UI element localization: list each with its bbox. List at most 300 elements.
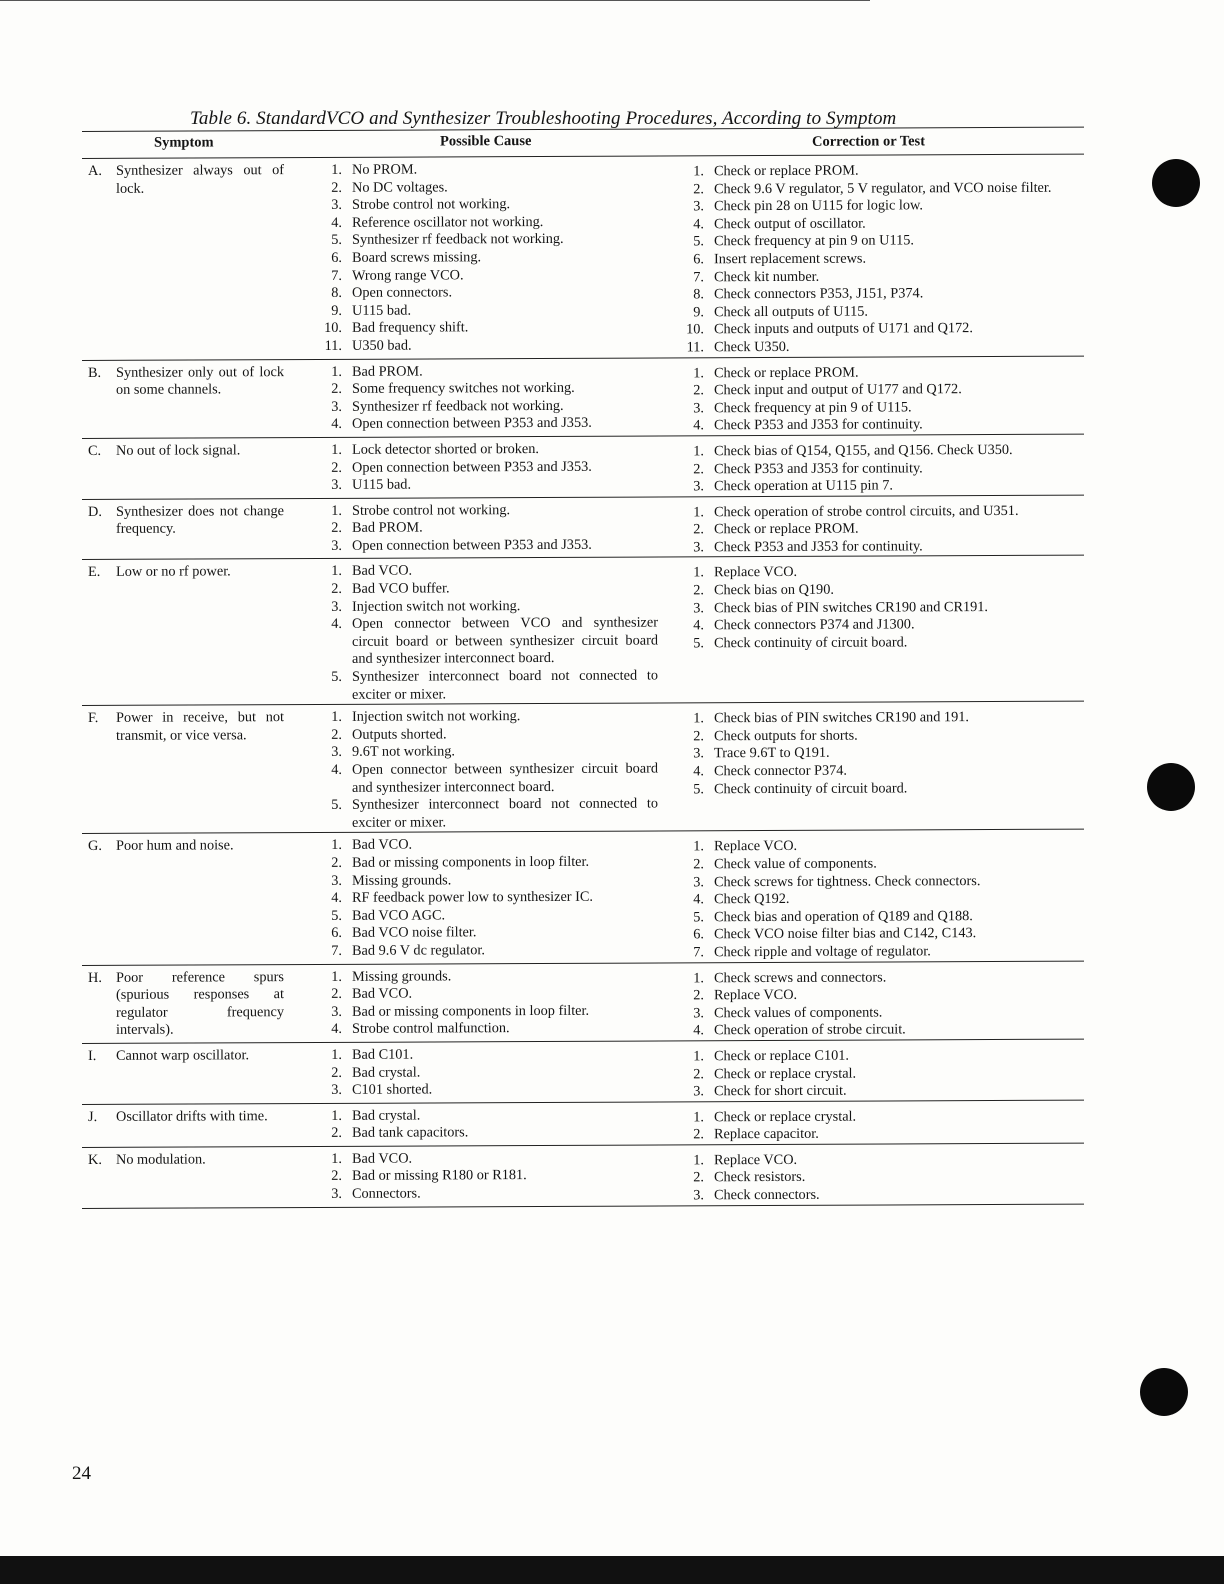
item-number: 10. [324,320,342,337]
item-number: 1. [331,563,342,580]
item-text: Open connection between P353 and J353. [352,458,592,476]
symptom-cell [82,1151,314,1208]
symptom-cell [82,969,314,1043]
correction-item [684,872,1084,891]
item-text: Check value of components. [714,855,877,873]
cause-item [322,1167,676,1186]
item-text: Check continuity of circuit board. [714,779,908,797]
correction-item [684,633,1084,652]
item-text: Check values of components. [714,1004,883,1021]
symptom-text: Oscillator drifts with time. [116,1107,268,1125]
item-text: Replace capacitor. [714,1126,819,1143]
cause-item [322,708,676,727]
item-number: 6. [331,925,342,942]
item-text: U350 bad. [352,337,412,354]
correction-item [684,779,1084,798]
item-number: 3. [693,599,704,616]
item-text: Reference oscillator not working. [352,213,544,231]
correction-item [684,442,1084,461]
correction-item [684,709,1084,728]
item-number: 1. [693,1152,704,1169]
item-number: 1. [331,968,342,985]
item-number: 1. [693,364,704,381]
cause-item [322,1184,676,1203]
item-text: RF feedback power low to synthesizer IC. [352,888,594,906]
cause-item [322,231,676,250]
item-number: 2. [331,1064,342,1081]
cause-item [322,1002,676,1021]
cause-item [322,536,676,555]
item-text: Check or replace crystal. [714,1065,857,1082]
item-text: Bad or missing R180 or R181. [352,1167,527,1185]
item-number: 3. [693,539,704,556]
item-number: 2. [693,180,704,197]
item-text: Check bias of PIN switches CR190 and 191. [714,709,969,727]
item-text: 9.6T not working. [352,743,455,761]
correction-cell [676,1104,1084,1144]
correction-item [684,1107,1084,1126]
item-number: 2. [331,1125,342,1142]
item-text: Check connectors. [714,1186,820,1204]
item-number: 1. [693,1108,704,1126]
item-number: 1. [331,161,342,178]
item-number: 1. [693,710,704,727]
table-row [82,830,1084,966]
item-text: Replace VCO. [714,564,798,581]
item-text: Check bias on Q190. [714,581,834,599]
item-number: 3. [693,198,704,215]
header-symptom: Symptom [154,134,214,151]
correction-item [684,762,1084,781]
correction-item [684,162,1084,181]
item-number: 3. [331,1003,342,1020]
header-correction-or-test: Correction or Test [812,133,926,150]
item-number: 2. [693,1169,704,1186]
table-row [82,356,1084,439]
item-number: 2. [693,460,704,477]
item-text: Check or replace PROM. [714,520,859,538]
item-text: Check 9.6 V regulator, 5 V regulator, and VCO noise filter. [714,179,1052,197]
correction-item [684,1003,1084,1022]
item-number: 3. [331,398,342,415]
correction-cell [676,159,1084,357]
cause-item [322,889,676,908]
cause-item [322,667,676,704]
item-text: Connectors. [352,1185,421,1202]
cause-item [322,362,676,381]
symptom-letter: B. [88,364,102,381]
correction-item [684,1168,1084,1187]
possible-cause-cell [314,1045,676,1102]
item-number: 4. [331,890,342,907]
symptom-cell [82,162,314,360]
cause-item [322,248,676,267]
cause-item [322,284,676,303]
item-number: 1. [331,1046,342,1063]
possible-cause-cell [314,160,676,358]
symptom-text: Synthesizer only out of lock on some channels. [116,363,284,398]
correction-item [684,520,1084,539]
correction-item [684,563,1084,582]
item-text: C101 shorted. [352,1081,433,1098]
item-number: 7. [693,268,704,285]
item-number: 4. [693,216,704,233]
item-text: Replace VCO. [714,838,798,855]
item-text: Strobe control not working. [352,501,511,519]
item-text: Bad VCO. [352,563,413,580]
item-text: Replace VCO. [714,987,798,1004]
item-number: 2. [693,382,704,399]
correction-item [684,285,1084,304]
possible-cause-cell [314,708,676,833]
item-text: Check or replace C101. [714,1047,849,1065]
item-text: Check continuity of circuit board. [714,634,908,652]
item-text: Check connectors P374 and J1300. [714,616,915,634]
item-number: 2. [331,1168,342,1185]
cause-item [322,725,676,744]
possible-cause-cell [314,1149,676,1206]
item-number: 4. [331,1021,342,1038]
item-number: 6. [693,926,704,943]
possible-cause-cell [314,836,676,964]
item-number: 3. [693,478,704,495]
correction-item [684,320,1084,339]
correction-item [684,302,1084,321]
troubleshooting-table [82,127,1084,1209]
binder-hole-bottom [1140,1368,1188,1416]
item-number: 1. [693,443,704,460]
item-text: Bad VCO. [352,985,413,1002]
symptom-text: No modulation. [116,1151,206,1168]
item-number: 2. [693,1065,704,1082]
symptom-text: Synthesizer always out of lock. [116,162,284,197]
item-number: 1. [693,969,704,986]
item-text: Open connection between P353 and J353. [352,415,592,433]
correction-item [684,744,1084,763]
correction-item [684,968,1084,987]
item-text: Synthesizer interconnect board not connected to exciter or mixer. [352,667,658,703]
table-row [82,961,1084,1044]
item-number: 2. [331,854,342,871]
correction-item [684,416,1084,435]
item-text: Trace 9.6T to Q191. [714,745,830,762]
item-number: 1. [331,502,342,519]
item-number: 5. [693,233,704,250]
item-number: 1. [331,1107,342,1124]
item-text: Check bias of Q154, Q155, and Q156. Check U350. [714,441,1013,460]
item-number: 4. [331,616,342,633]
item-text: Missing grounds. [352,967,452,985]
correction-item [684,986,1084,1005]
table-row [82,495,1084,560]
item-text: Check or replace PROM. [714,162,859,180]
cause-item [322,836,676,855]
item-text: Check all outputs of U115. [714,303,868,320]
cause-item [322,440,676,459]
item-text: Injection switch not working. [352,708,521,726]
symptom-text: Poor hum and noise. [116,837,234,855]
item-number: 5. [331,797,342,814]
item-text: Check P353 and J353 for continuity. [714,459,923,477]
correction-item [684,1082,1084,1101]
item-number: 3. [331,537,342,554]
item-text: Bad C101. [352,1046,414,1063]
item-number: 3. [331,744,342,761]
symptom-cell [82,364,314,438]
item-number: 1. [331,1150,342,1167]
scan-edge-band [0,1556,1224,1584]
item-number: 9. [331,302,342,319]
item-number: 4. [331,416,342,433]
table-header [82,128,1084,159]
correction-item [684,1047,1084,1066]
cause-item [322,458,676,477]
item-number: 3. [693,400,704,417]
item-text: Check bias of PIN switches CR190 and CR191. [714,598,989,616]
item-number: 1. [331,709,342,726]
item-text: Check screws for tightness. Check connectors. [714,872,981,890]
symptom-letter: E. [88,564,101,581]
item-text: Check operation of strobe control circuits, and U351. [714,502,1019,520]
item-text: Check P353 and J353 for continuity. [714,538,923,556]
item-text: Replace VCO. [714,1151,798,1169]
symptom-letter: A. [88,162,102,179]
item-number: 1. [331,363,342,380]
correction-cell [676,706,1084,831]
symptom-text: Power in receive, but not transmit, or vice versa. [116,709,284,744]
item-number: 4. [331,761,342,778]
item-text: Check inputs and outputs of U171 and Q172. [714,320,973,338]
symptom-letter: C. [88,442,102,459]
item-number: 6. [693,251,704,268]
cause-item [322,336,676,355]
item-text: Bad crystal. [352,1064,421,1081]
symptom-text: Poor reference spurs (spurious responses at regulator frequency intervals). [116,968,284,1039]
cause-item [322,501,676,520]
possible-cause-cell [314,1106,676,1146]
item-number: 2. [331,520,342,537]
item-text: Check VCO noise filter bias and C142, C143. [714,925,977,943]
symptom-cell [82,442,314,499]
correction-cell [676,560,1084,703]
item-number: 3. [331,197,342,214]
item-text: Bad VCO. [352,836,413,854]
symptom-cell [82,1047,314,1104]
symptom-text: Low or no rf power. [116,563,231,581]
symptom-cell [82,709,314,833]
item-text: Missing grounds. [352,871,452,889]
item-text: Lock detector shorted or broken. [352,440,539,458]
possible-cause-cell [314,562,676,704]
item-number: 3. [693,1187,704,1204]
symptom-letter: H. [88,969,102,986]
symptom-cell [82,563,314,705]
symptom-letter: K. [88,1151,102,1168]
symptom-letter: D. [88,503,102,520]
item-text: Check bias and operation of Q189 and Q188. [714,907,973,925]
correction-item [684,1151,1084,1170]
item-number: 2. [331,380,342,398]
cause-item [322,380,676,399]
item-number: 1. [693,1048,704,1065]
cause-item [322,579,676,598]
item-number: 7. [331,267,342,284]
item-text: Check connector P374. [714,762,848,780]
correction-item [684,598,1084,617]
header-possible-cause: Possible Cause [440,133,532,150]
item-number: 5. [331,907,342,924]
item-text: Bad tank capacitors. [352,1124,469,1142]
item-number: 11. [686,339,704,356]
symptom-cell [82,837,314,964]
item-text: Check or replace crystal. [714,1108,857,1125]
item-text: Check Q192. [714,891,790,908]
table-row [82,1144,1084,1209]
correction-item [684,179,1084,198]
item-number: 4. [693,763,704,780]
cause-item [322,266,676,285]
item-text: Open connector between synthesizer circuit board and synthesizer interconnect board. [352,760,658,796]
item-number: 3. [331,872,342,889]
item-text: Check operation at U115 pin 7. [714,477,893,495]
item-number: 2. [693,728,704,745]
item-number: 2. [693,987,704,1004]
item-text: Some frequency switches not working. [352,379,575,397]
correction-item [684,338,1084,357]
item-text: Strobe control not working. [352,196,511,214]
cause-item [322,196,676,215]
item-number: 3. [331,1185,342,1202]
correction-item [684,1021,1084,1040]
correction-item [684,925,1084,944]
item-text: Check screws and connectors. [714,969,887,986]
table-row [82,1100,1084,1148]
correction-item [684,363,1084,382]
correction-cell [676,439,1084,497]
item-text: Injection switch not working. [352,597,521,615]
item-number: 9. [693,304,704,321]
item-number: 4. [693,891,704,908]
item-text: Board screws missing. [352,249,482,266]
item-number: 5. [693,780,704,797]
item-text: No DC voltages. [352,178,448,196]
correction-item [684,477,1084,496]
cause-item [322,906,676,925]
table-row [82,556,1084,706]
item-number: 1. [693,838,704,855]
correction-item [684,250,1084,269]
cause-item [322,924,676,943]
possible-cause-cell [314,501,676,558]
item-number: 5. [693,909,704,926]
item-number: 2. [693,521,704,538]
item-number: 6. [331,249,342,266]
item-text: Open connector between VCO and synthesizer circuit board or between synthesizer circuit board and synthesizer interconnect board. [352,614,658,668]
cause-item [322,796,676,833]
item-number: 3. [331,598,342,615]
item-number: 1. [331,441,342,458]
symptom-text: Synthesizer does not change frequency. [116,502,284,538]
correction-item [684,502,1084,521]
cause-item [322,519,676,538]
correction-item [684,616,1084,635]
correction-item [684,381,1084,400]
symptom-text: No out of lock signal. [116,442,241,459]
top-edge-rule [0,0,870,1]
item-number: 2. [693,856,704,873]
correction-item [684,726,1084,745]
cause-item [322,301,676,320]
symptom-letter: J. [88,1108,98,1125]
item-text: Bad VCO noise filter. [352,924,477,942]
item-text: Check outputs for shorts. [714,727,858,745]
item-number: 1. [331,837,342,854]
cause-item [322,853,676,872]
item-text: Check input and output of U177 and Q172. [714,381,962,399]
correction-item [684,267,1084,286]
cause-item [322,985,676,1004]
item-text: Bad 9.6 V dc regulator. [352,942,485,959]
item-number: 3. [331,1081,342,1099]
item-number: 7. [331,942,342,959]
correction-item [684,398,1084,417]
item-number: 11. [324,337,342,354]
item-text: Check frequency at pin 9 on U115. [714,232,914,250]
item-number: 1. [693,163,704,180]
item-text: Check pin 28 on U115 for logic low. [714,197,923,215]
correction-cell [676,1044,1084,1102]
item-number: 8. [331,285,342,302]
cause-item [322,562,676,581]
correction-item [684,232,1084,251]
cause-item [322,1081,676,1100]
item-number: 10. [686,321,704,338]
item-text: Bad VCO AGC. [352,907,446,924]
item-text: Bad VCO buffer. [352,580,450,597]
cause-item [322,871,676,890]
item-number: 8. [693,286,704,303]
item-text: Bad or missing components in loop filter. [352,853,590,871]
item-text: Bad VCO. [352,1150,413,1167]
possible-cause-cell [314,362,676,437]
binder-hole-top [1152,159,1200,207]
cause-item [322,1045,676,1064]
symptom-letter: I. [88,1047,97,1064]
item-text: Synthesizer interconnect board not connected to exciter or mixer. [352,795,658,831]
cause-item [322,1106,676,1125]
item-number: 5. [331,668,342,685]
correction-cell [676,965,1084,1040]
item-text: Check output of oscillator. [714,215,866,233]
page-number: 24 [72,1463,91,1484]
table-body [82,155,1084,1209]
correction-cell [676,360,1084,435]
item-text: Check U350. [714,338,790,356]
item-text: Bad PROM. [352,363,423,380]
item-text: Outputs shorted. [352,726,447,743]
correction-item [684,459,1084,478]
cause-item [322,476,676,495]
item-number: 2. [331,985,342,1003]
cause-item [322,1063,676,1082]
cause-item [322,319,676,338]
item-number: 4. [693,617,704,634]
item-text: U115 bad. [352,302,412,319]
table-row [82,702,1084,835]
cause-item [322,178,676,197]
item-text: Wrong range VCO. [352,266,464,284]
cause-item [322,397,676,416]
